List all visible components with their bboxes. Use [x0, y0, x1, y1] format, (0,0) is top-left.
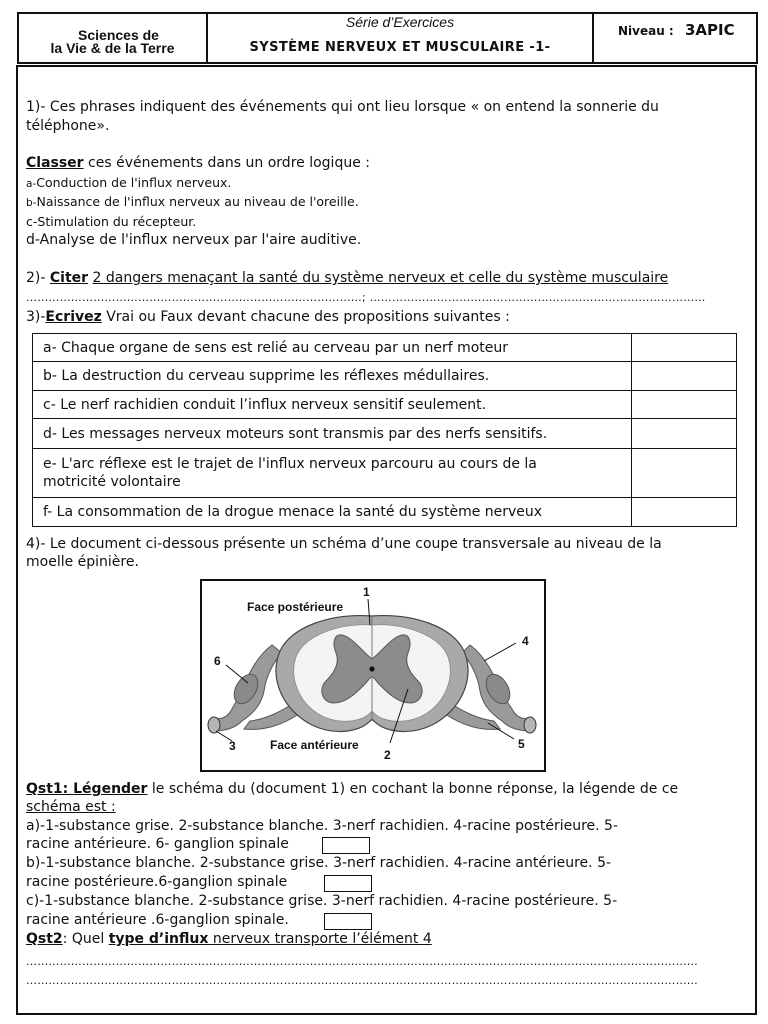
option-c-checkbox[interactable]	[324, 913, 372, 930]
q1-classer-line	[26, 154, 370, 172]
qst2-answer-dots-2[interactable]: ………………………………………………………………………………………………………………………………………………………………	[26, 975, 698, 987]
spinal-cord-figure	[200, 579, 546, 772]
proposition-cell: b- La destruction du cerveau supprime les réflexes médullaires.	[33, 362, 632, 391]
table-row	[33, 419, 737, 449]
right-nerve-end	[524, 717, 536, 733]
subject-line1: Sciences de	[78, 27, 159, 43]
label-6: 6	[214, 654, 221, 668]
proposition-cell: e- L'arc réflexe est le trajet de l'influx nerveux parcouru au cours de la motricité volontaire	[33, 449, 632, 498]
classer-word: Classer	[26, 155, 84, 171]
central-canal	[369, 666, 374, 671]
header-table	[17, 12, 758, 64]
type-influx: type d’influx	[108, 931, 209, 947]
level-label: Niveau :	[618, 24, 674, 38]
q1-intro-line1: 1)- Ces phrases indiquent des événements qui ont lieu lorsque « on entend la sonnerie du	[26, 99, 659, 115]
label-3: 3	[229, 739, 236, 753]
answer-cell[interactable]	[632, 419, 737, 449]
q1-intro-line2: téléphone».	[26, 118, 110, 134]
q2-answer-dots[interactable]: ………………………………………………………………………………; ………………………………………………………………………………	[26, 292, 706, 304]
table-row	[33, 362, 737, 391]
table-row	[33, 391, 737, 419]
true-false-table	[32, 333, 737, 527]
qst2-label: Qst2	[26, 931, 63, 947]
q4-line1: 4)- Le document ci-dessous présente un schéma d’une coupe transversale au niveau de la	[26, 536, 662, 552]
answer-cell[interactable]	[632, 362, 737, 391]
option-a-line2: racine antérieure. 6- ganglion spinale	[26, 836, 289, 852]
answer-cell[interactable]	[632, 334, 737, 362]
answer-cell[interactable]	[632, 391, 737, 419]
option-c-line2: racine antérieure .6-ganglion spinale.	[26, 912, 289, 928]
label-2: 2	[384, 748, 391, 762]
answer-cell[interactable]	[632, 449, 737, 498]
face-anterieure-label: Face antérieure	[270, 738, 359, 752]
table-row	[33, 498, 737, 527]
leader-4	[484, 643, 516, 661]
option-b-line2: racine postérieure.6-ganglion spinale	[26, 874, 288, 890]
left-nerve-end	[208, 717, 220, 733]
spinal-cord-diagram	[202, 581, 544, 770]
proposition-cell: d- Les messages nerveux moteurs sont transmis par des nerfs sensitifs.	[33, 419, 632, 449]
option-b-checkbox[interactable]	[324, 875, 372, 892]
option-c-line1: c)-1-substance blanche. 2-substance grise. 3-nerf rachidien. 4-racine postérieure. 5-	[26, 893, 618, 909]
qst1-line2: schéma est :	[26, 799, 116, 815]
table-row	[33, 334, 737, 362]
q2-rest: 2 dangers menaçant la santé du système nerveux et celle du système musculaire	[92, 270, 669, 286]
label-5: 5	[518, 737, 525, 751]
q4-line2: moelle épinière.	[26, 554, 139, 570]
proposition-cell: f- La consommation de la drogue menace la santé du système nerveux	[33, 498, 632, 527]
option-a-checkbox[interactable]	[322, 837, 370, 854]
leader-6	[226, 665, 248, 683]
q1-item-c: c-Stimulation du récepteur.	[26, 214, 197, 229]
ecrivez-word: Ecrivez	[45, 309, 102, 325]
level-value: 3APIC	[685, 21, 735, 39]
label-4: 4	[522, 634, 529, 648]
option-a-line1: a)-1-substance grise. 2-substance blanche. 3-nerf rachidien. 4-racine postérieure. 5-	[26, 818, 619, 834]
q1-item-b: b-Naissance de l'influx nerveux au niveau de l'oreille.	[26, 194, 359, 209]
face-posterieure-label: Face postérieure	[247, 600, 344, 614]
proposition-cell: a- Chaque organe de sens est relié au cerveau par un nerf moteur	[33, 334, 632, 362]
title-cell	[208, 14, 594, 62]
qst2-line: Qst2: Quel type d’influx nerveux transporte l’élément 4	[26, 931, 432, 947]
answer-cell[interactable]	[632, 498, 737, 527]
q1-item-d: d-Analyse de l'influx nerveux par l'aire auditive.	[26, 232, 362, 248]
classer-rest: ces événements dans un ordre logique :	[83, 155, 370, 171]
table-row	[33, 449, 737, 498]
legender-word: Légender	[73, 781, 148, 797]
citer-word: Citer	[49, 270, 89, 286]
q3-line: 3)-Ecrivez Vrai ou Faux devant chacune des propositions suivantes :	[26, 309, 510, 325]
q1-item-a: a-Conduction de l'influx nerveux.	[26, 175, 232, 190]
qst1-line1: Qst1: Légender le schéma du (document 1) en cochant la bonne réponse, la légende de ce	[26, 781, 679, 797]
qst1-label: Qst1:	[26, 781, 74, 797]
document-title: SYSTÈME NERVEUX ET MUSCULAIRE -1-	[249, 40, 551, 55]
option-b-line1: b)-1-substance blanche. 2-substance grise. 3-nerf rachidien. 4-racine antérieure. 5-	[26, 855, 612, 871]
level-cell	[594, 14, 756, 62]
series-label: Série d’Exercices	[345, 14, 455, 30]
qst2-answer-dots-1[interactable]: ………………………………………………………………………………………………………………………………………………………………	[26, 956, 698, 968]
q2-line: 2)- Citer 2 dangers menaçant la santé du système nerveux et celle du système musculaire	[26, 270, 669, 286]
subject-cell	[19, 14, 208, 62]
subject-line2: la Vie & de la Terre	[50, 40, 175, 56]
proposition-cell: c- Le nerf rachidien conduit l’influx nerveux sensitif seulement.	[33, 391, 632, 419]
label-1: 1	[363, 585, 370, 599]
